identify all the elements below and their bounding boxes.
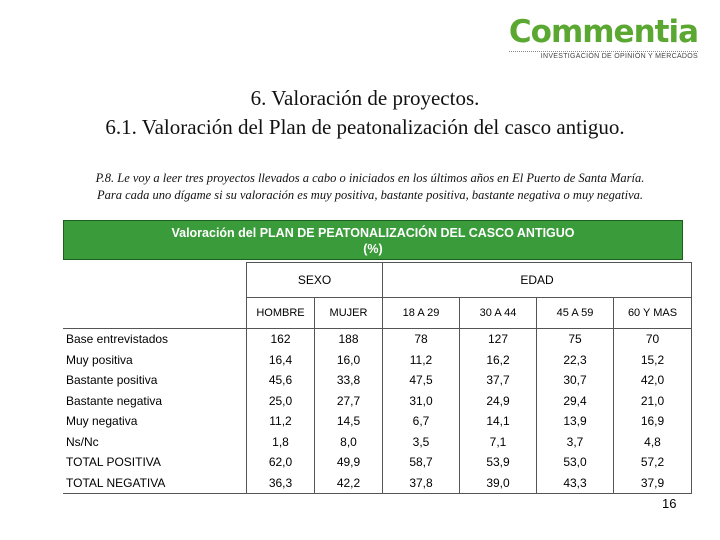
table-cell: 24,9 [460,391,537,412]
table-cell: 25,0 [247,391,315,412]
title-line-2: 6.1. Valoración del Plan de peatonalización del casco antiguo. [105,115,625,139]
question-text [60,170,680,204]
table-cell: 21,0 [614,391,692,412]
table-row [63,370,692,391]
table-row [63,411,692,432]
row-label: Muy negativa [66,414,138,429]
table-row [63,473,692,494]
table-cell: 7,1 [460,432,537,453]
col-header: MUJER [315,298,383,329]
table-cell: 53,0 [537,452,614,473]
column-header-row [63,298,692,329]
page-number: 16 [662,496,677,511]
table-cell: 29,4 [537,391,614,412]
col-header: 30 A 44 [460,298,537,329]
table-cell: 37,8 [383,473,460,494]
row-label: Bastante negativa [66,393,163,408]
table-cell: 70 [614,329,692,350]
table-cell: 39,0 [460,473,537,494]
table-cell: 37,7 [460,370,537,391]
table-cell: 16,4 [247,350,315,371]
group-edad: EDAD [383,263,692,298]
table-cell: 62,0 [247,452,315,473]
data-table [63,262,692,494]
table-cell: 27,7 [315,391,383,412]
group-sexo: SEXO [247,263,383,298]
table-cell: 3,7 [537,432,614,453]
table-cell: 11,2 [383,350,460,371]
table-row [63,350,692,371]
table-cell: 31,0 [383,391,460,412]
table-row [63,452,692,473]
table-cell: 1,8 [247,432,315,453]
table-row [63,432,692,453]
row-label: TOTAL NEGATIVA [63,473,247,494]
page-title [0,84,720,142]
table-cell: 42,2 [315,473,383,494]
col-header: 60 Y MAS [614,298,692,329]
col-header: HOMBRE [247,298,315,329]
table-cell: 162 [247,329,315,350]
banner-line-1: Valoración del PLAN DE PEATONALIZACIÓN DEL CASCO ANTIGUO [171,226,575,240]
col-header: 18 A 29 [383,298,460,329]
table-cell: 8,0 [315,432,383,453]
table-cell: 14,1 [460,411,537,432]
table-cell: 47,5 [383,370,460,391]
table-cell: 14,5 [315,411,383,432]
table-row [63,329,692,350]
table-cell: 43,3 [537,473,614,494]
col-header: 45 A 59 [537,298,614,329]
table-cell: 16,9 [614,411,692,432]
table-cell: 188 [315,329,383,350]
table-cell: 16,0 [315,350,383,371]
table-cell: 33,8 [315,370,383,391]
brand-name: Commentia [508,14,698,50]
table-cell: 6,7 [383,411,460,432]
table-cell: 75 [537,329,614,350]
table-cell: 45,6 [247,370,315,391]
table-cell: 13,9 [537,411,614,432]
title-line-1: 6. Valoración de proyectos. [250,86,480,110]
table-cell: 11,2 [247,411,315,432]
table-cell: 4,8 [614,432,692,453]
table-row [63,391,692,412]
table-cell: 16,2 [460,350,537,371]
table-cell: 78 [383,329,460,350]
question-line-1: P.8. Le voy a leer tres proyectos llevados a cabo o iniciados en los últimos años en El Puerto de Santa María. [95,171,645,185]
table-cell: 42,0 [614,370,692,391]
group-header-row [63,263,692,298]
row-label: Base entrevistados [63,329,247,350]
table-cell: 57,2 [614,452,692,473]
question-line-2: Para cada uno dígame si su valoración es muy positiva, bastante positiva, bastante negativa o muy negativa. [96,188,644,202]
row-label: TOTAL POSITIVA [66,455,161,470]
table-cell: 58,7 [383,452,460,473]
table-cell: 127 [460,329,537,350]
row-label: Ns/Nc [66,434,99,449]
row-label: Muy positiva [66,352,133,367]
table-cell: 22,3 [537,350,614,371]
brand-tagline: INVESTIGACIÓN DE OPINIÓN Y MERCADOS [509,51,698,60]
table-cell: 30,7 [537,370,614,391]
table-cell: 3,5 [383,432,460,453]
table-cell: 36,3 [247,473,315,494]
table-cell: 15,2 [614,350,692,371]
table-cell: 37,9 [614,473,692,494]
row-label: Bastante positiva [66,373,158,388]
table-cell: 53,9 [460,452,537,473]
table-banner [63,220,683,260]
table-cell: 49,9 [315,452,383,473]
brand-logo [509,14,698,60]
banner-line-2: (%) [363,242,383,256]
